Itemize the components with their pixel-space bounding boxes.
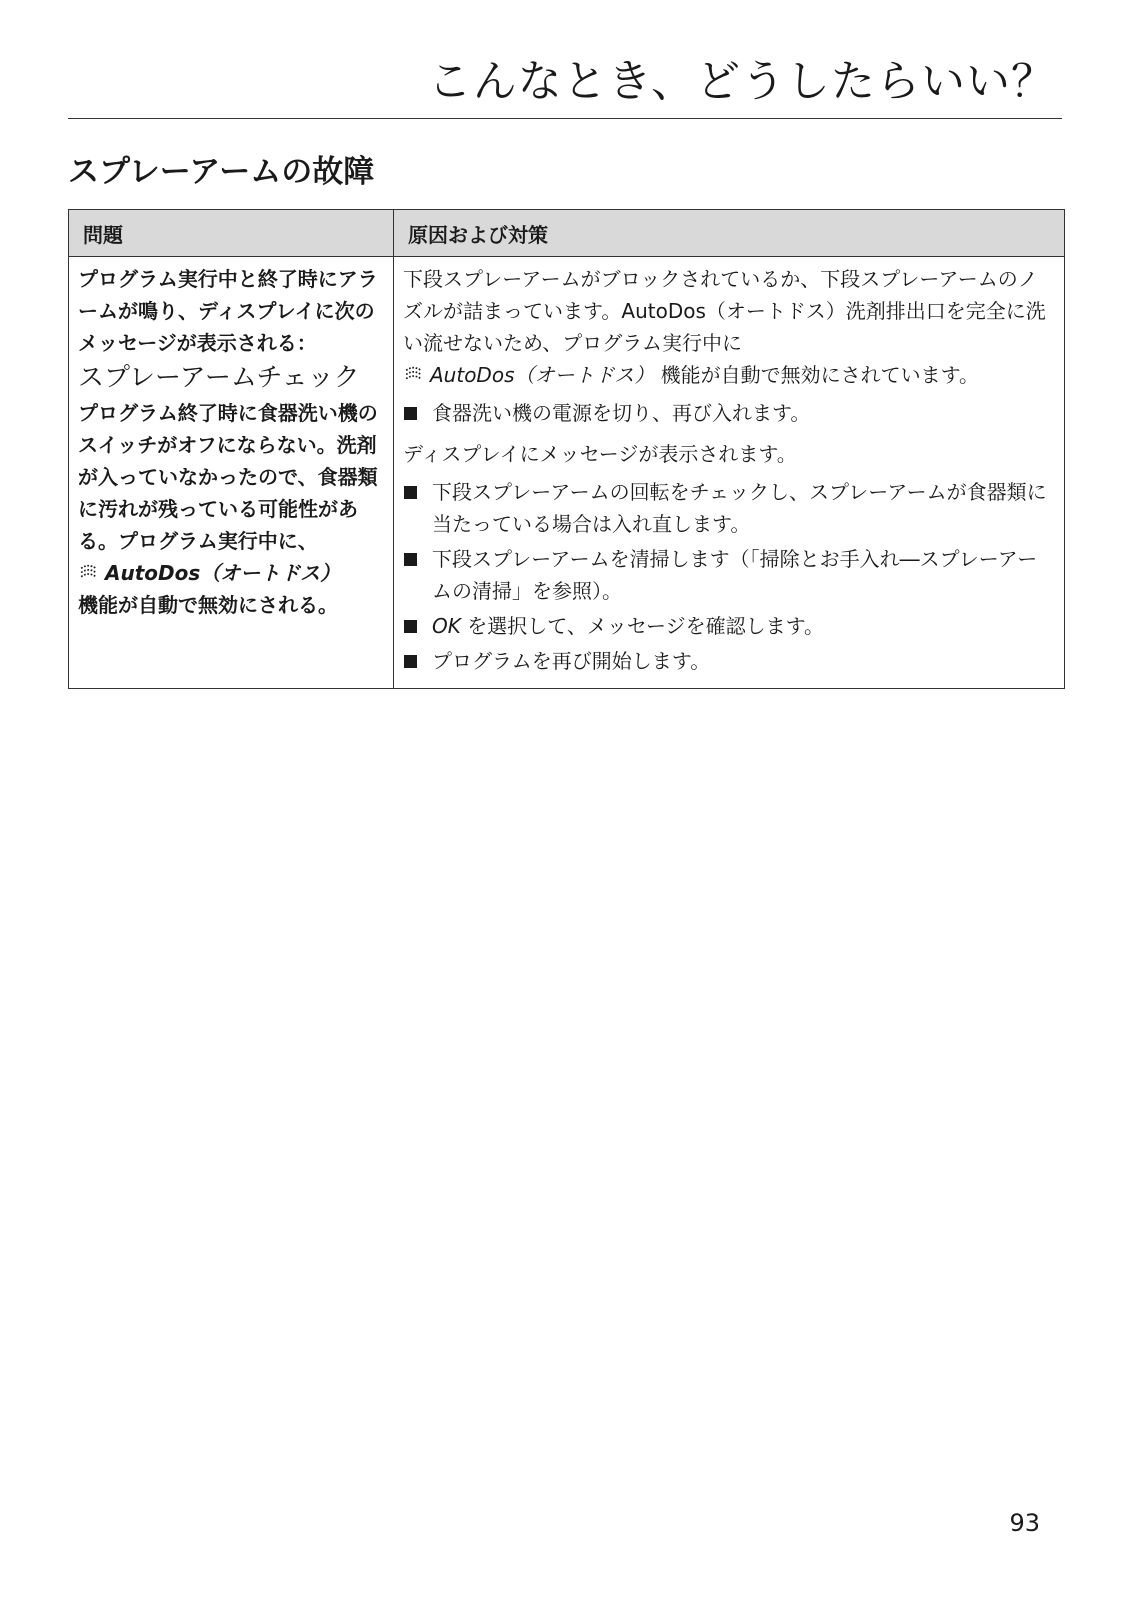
problem-after: 機能が自動で無効にされる。 bbox=[78, 593, 338, 617]
page-number: 93 bbox=[1009, 1509, 1040, 1537]
page-header bbox=[68, 52, 1062, 119]
step-text: 下段スプレーアームを清掃します（「掃除とお手入れ―スプレーアームの清掃」を参照）。 bbox=[432, 547, 1038, 603]
bullet-square-icon bbox=[403, 543, 432, 575]
bullet-square-icon bbox=[403, 397, 432, 429]
problem-autodos-line bbox=[78, 561, 340, 585]
step-text: 食器洗い機の電源を切り、再び入れます。 bbox=[432, 401, 811, 425]
autodos-dots-icon bbox=[78, 562, 99, 583]
problem-autodos-text: AutoDos（オートドス） bbox=[105, 561, 341, 585]
troubleshooting-table bbox=[68, 209, 1065, 689]
problem-intro: プログラム実行中と終了時にアラームが鳴り、ディスプレイに次のメッセージが表示される： bbox=[78, 267, 378, 355]
display-note: ディスプレイにメッセージが表示されます。 bbox=[403, 442, 797, 466]
step-text: プログラムを再び開始します。 bbox=[432, 649, 711, 673]
cause-autodos-text: AutoDos（オートドス） bbox=[430, 363, 655, 387]
bullet-square-icon bbox=[403, 645, 432, 677]
problem-cell bbox=[69, 257, 394, 689]
cause-autodos-after: 機能が自動で無効にされています。 bbox=[660, 363, 980, 387]
bullet-square-icon bbox=[403, 476, 432, 508]
table-row bbox=[69, 257, 1065, 689]
step-text bbox=[432, 610, 1054, 642]
step-rest: を選択して、メッセージを確認します。 bbox=[467, 614, 825, 638]
bullet-square-icon bbox=[403, 610, 432, 642]
cause-cell bbox=[394, 257, 1065, 689]
list-item bbox=[403, 543, 1054, 607]
list-item bbox=[403, 645, 1054, 677]
page-title: こんなとき、どうしたらいい？ bbox=[427, 56, 1056, 107]
list-item bbox=[403, 476, 1054, 540]
list-item bbox=[403, 397, 1054, 429]
problem-column-header: 問題 bbox=[69, 210, 394, 257]
list-item bbox=[403, 610, 1054, 642]
problem-detail: プログラム終了時に食器洗い機のスイッチがオフにならない。洗剤が入っていなかったので、食器類に汚れが残っている可能性がある。プログラム実行中に、 bbox=[78, 401, 378, 553]
ok-label: OK bbox=[432, 614, 461, 638]
cause-intro: 下段スプレーアームがブロックされているか、下段スプレーアームのノズルが詰まっています。AutoDos（オートドス）洗剤排出口を完全に洗い流せないため、プログラム実行中に bbox=[403, 267, 1046, 355]
step-text: 下段スプレーアームの回転をチェックし、スプレーアームが食器類に当たっている場合は入れ直します。 bbox=[432, 480, 1047, 536]
display-message: スプレーアームチェック bbox=[78, 363, 360, 393]
cause-column-header: 原因および対策 bbox=[394, 210, 1065, 257]
table-header-row bbox=[69, 210, 1065, 257]
section-title: スプレーアームの故障 bbox=[68, 154, 375, 190]
autodos-dots-icon bbox=[403, 364, 424, 385]
